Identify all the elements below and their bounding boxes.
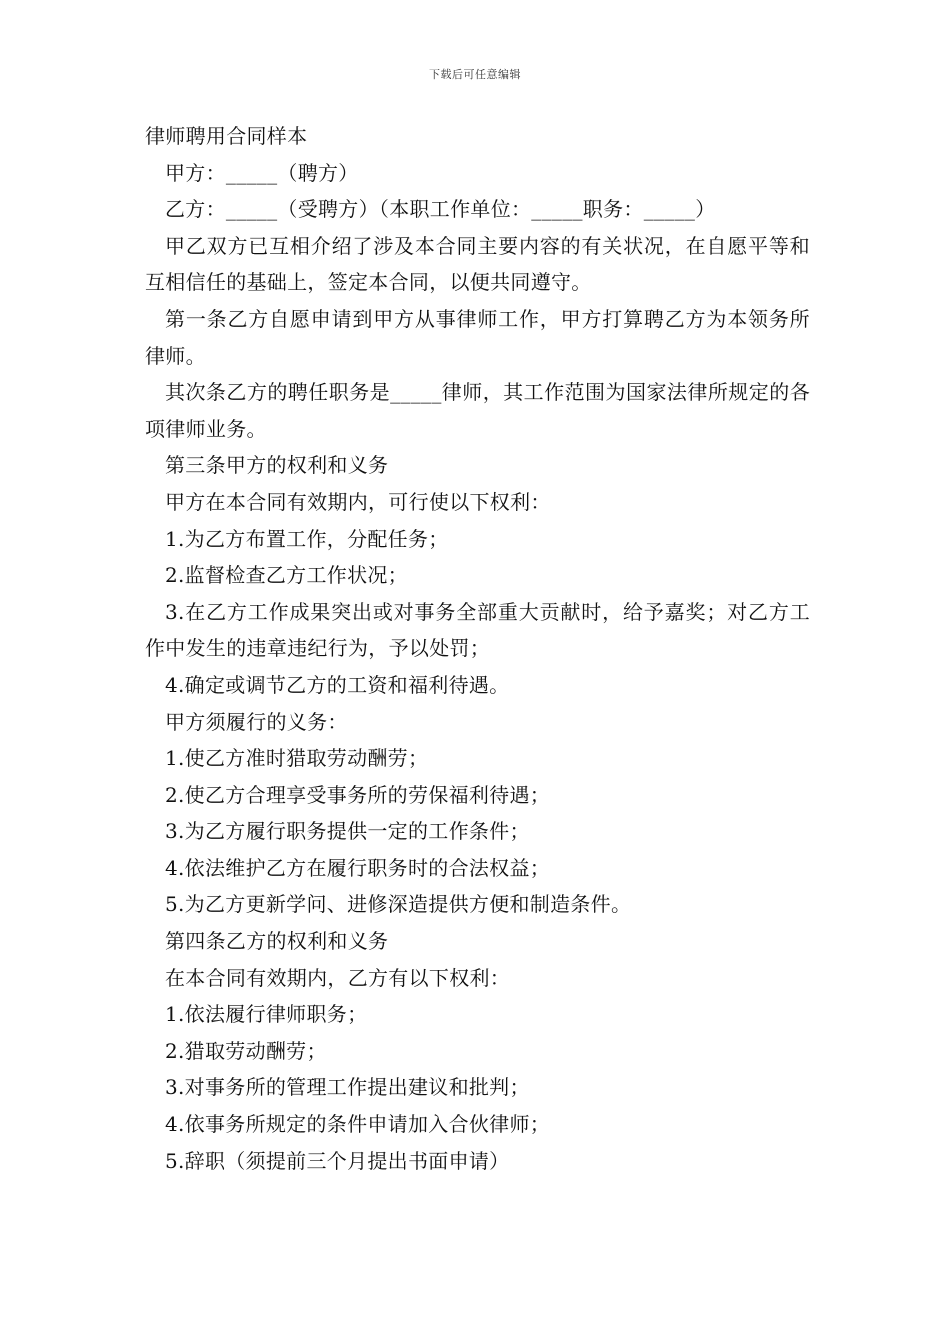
list-item: 4.依法维护乙方在履行职务时的合法权益； — [165, 855, 551, 880]
article-3-rights-intro: 甲方在本合同有效期内，可行使以下权利： — [165, 489, 551, 514]
list-item: 4.确定或调节乙方的工资和福利待遇。 — [165, 672, 510, 697]
article-4-rights-intro: 在本合同有效期内，乙方有以下权利： — [165, 965, 511, 990]
list-item: 3.对事务所的管理工作提出建议和批判； — [165, 1075, 530, 1100]
header-note: 下载后可任意编辑 — [429, 68, 521, 81]
list-item: 2.使乙方合理享受事务所的劳保福利待遇； — [165, 782, 551, 807]
list-item: 5.辞职（须提前三个月提出书面申请） — [165, 1148, 510, 1173]
document-title: 律师聘用合同样本 — [145, 124, 308, 148]
intro-paragraph: 甲乙双方已互相介绍了涉及本合同主要内容的有关状况，在自愿平等和互相信任的基础上，签定本合同，以便共同遵守。 — [145, 233, 810, 295]
list-item: 1.依法履行律师职务； — [165, 1002, 368, 1027]
list-item: 5.为乙方更新学问、进修深造提供方便和制造条件。 — [165, 892, 632, 917]
list-item: 2.监督检查乙方工作状况； — [165, 563, 408, 588]
list-item: 2.猎取劳动酬劳； — [165, 1038, 327, 1063]
article-3-heading: 第三条甲方的权利和义务 — [165, 453, 389, 478]
list-item: 4.依事务所规定的条件申请加入合伙律师； — [165, 1112, 551, 1137]
article-4-heading: 第四条乙方的权利和义务 — [165, 929, 389, 954]
party-b-line: 乙方：_____（受聘方）（本职工作单位：_____职务：_____） — [165, 197, 716, 222]
article-3-duties-intro: 甲方须履行的义务： — [165, 709, 348, 734]
contract-body — [145, 118, 810, 1179]
list-item: 1.使乙方准时猎取劳动酬劳； — [165, 746, 429, 771]
article-1-paragraph: 第一条乙方自愿申请到甲方从事律师工作，甲方打算聘乙方为本领务所律师。 — [145, 306, 810, 368]
party-a-line: 甲方：_____（聘方） — [165, 160, 359, 185]
article-2-paragraph: 其次条乙方的聘任职务是_____律师，其工作范围为国家法律所规定的各项律师业务。 — [145, 380, 810, 441]
list-item: 3.为乙方履行职务提供一定的工作条件； — [165, 819, 530, 844]
list-item: 1.为乙方布置工作，分配任务； — [165, 526, 449, 551]
list-item: 3.在乙方工作成果突出或对事务全部重大贡献时，给予嘉奖；对乙方工作中发生的违章违纪行为，予以处罚； — [145, 599, 810, 661]
